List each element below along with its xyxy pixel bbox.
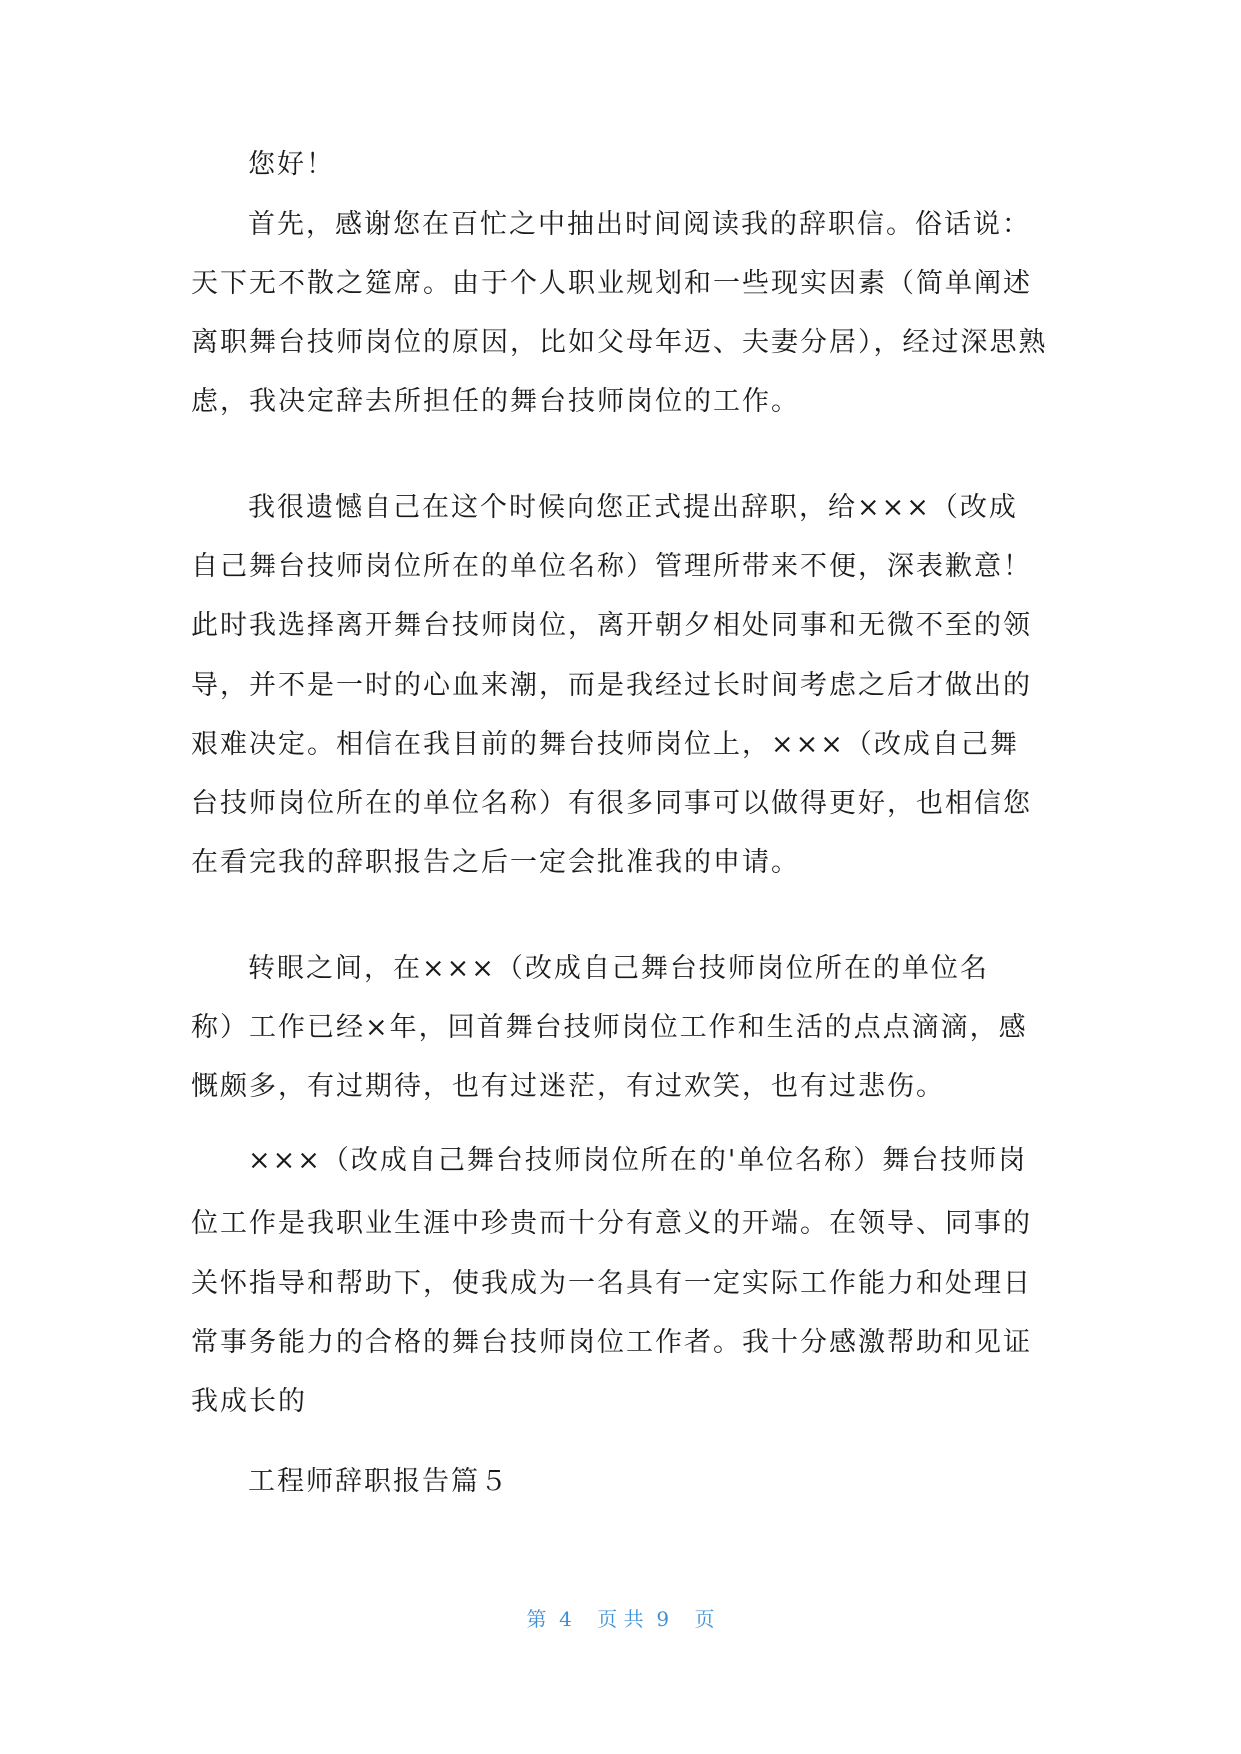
text-line: 自己舞台技师岗位所在的单位名称）管理所带来不便，深表歉意！ [191, 551, 1032, 582]
text-line: ×××（改成自己舞台技师岗位所在的'单位名称）舞台技师岗 [248, 1145, 1028, 1176]
text-line: 位工作是我职业生涯中珍贵而十分有意义的开端。在领导、同事的 [191, 1208, 1032, 1239]
text-line: 导，并不是一时的心血来潮，而是我经过长时间考虑之后才做出的 [191, 670, 1032, 701]
section-heading: 工程师辞职报告篇５ [248, 1466, 509, 1497]
text-line: 台技师岗位所在的单位名称）有很多同事可以做得更好，也相信您 [191, 788, 1032, 819]
text-line: 慨颇多，有过期待，也有过迷茫，有过欢笑，也有过悲伤。 [191, 1071, 945, 1102]
text-line: 常事务能力的合格的舞台技师岗位工作者。我十分感激帮助和见证 [191, 1327, 1032, 1358]
text-line: 您好！ [248, 149, 335, 180]
text-line: 称）工作已经×年，回首舞台技师岗位工作和生活的点点滴滴，感 [191, 1012, 1028, 1043]
text-line: 转眼之间，在×××（改成自己舞台技师岗位所在的单位名 [248, 953, 989, 984]
text-line: 首先，感谢您在百忙之中抽出时间阅读我的辞职信。俗话说： [248, 209, 1031, 240]
text-line: 关怀指导和帮助下，使我成为一名具有一定实际工作能力和处理日 [191, 1268, 1032, 1299]
page-footer: 第 4 页 共 9 页 [526, 1607, 715, 1631]
text-line: 此时我选择离开舞台技师岗位，离开朝夕相处同事和无微不至的领 [191, 610, 1032, 641]
text-line: 天下无不散之筵席。由于个人职业规划和一些现实因素（简单阐述 [191, 268, 1032, 299]
text-line: 虑，我决定辞去所担任的舞台技师岗位的工作。 [191, 386, 800, 417]
text-line: 离职舞台技师岗位的原因，比如父母年迈、夫妻分居），经过深思熟 [191, 327, 1048, 358]
text-line: 在看完我的辞职报告之后一定会批准我的申请。 [191, 847, 800, 878]
text-line: 艰难决定。相信在我目前的舞台技师岗位上，×××（改成自己舞 [191, 729, 1019, 760]
text-line: 我很遗憾自己在这个时候向您正式提出辞职，给×××（改成 [248, 492, 1018, 523]
text-line: 我成长的 [191, 1386, 307, 1417]
